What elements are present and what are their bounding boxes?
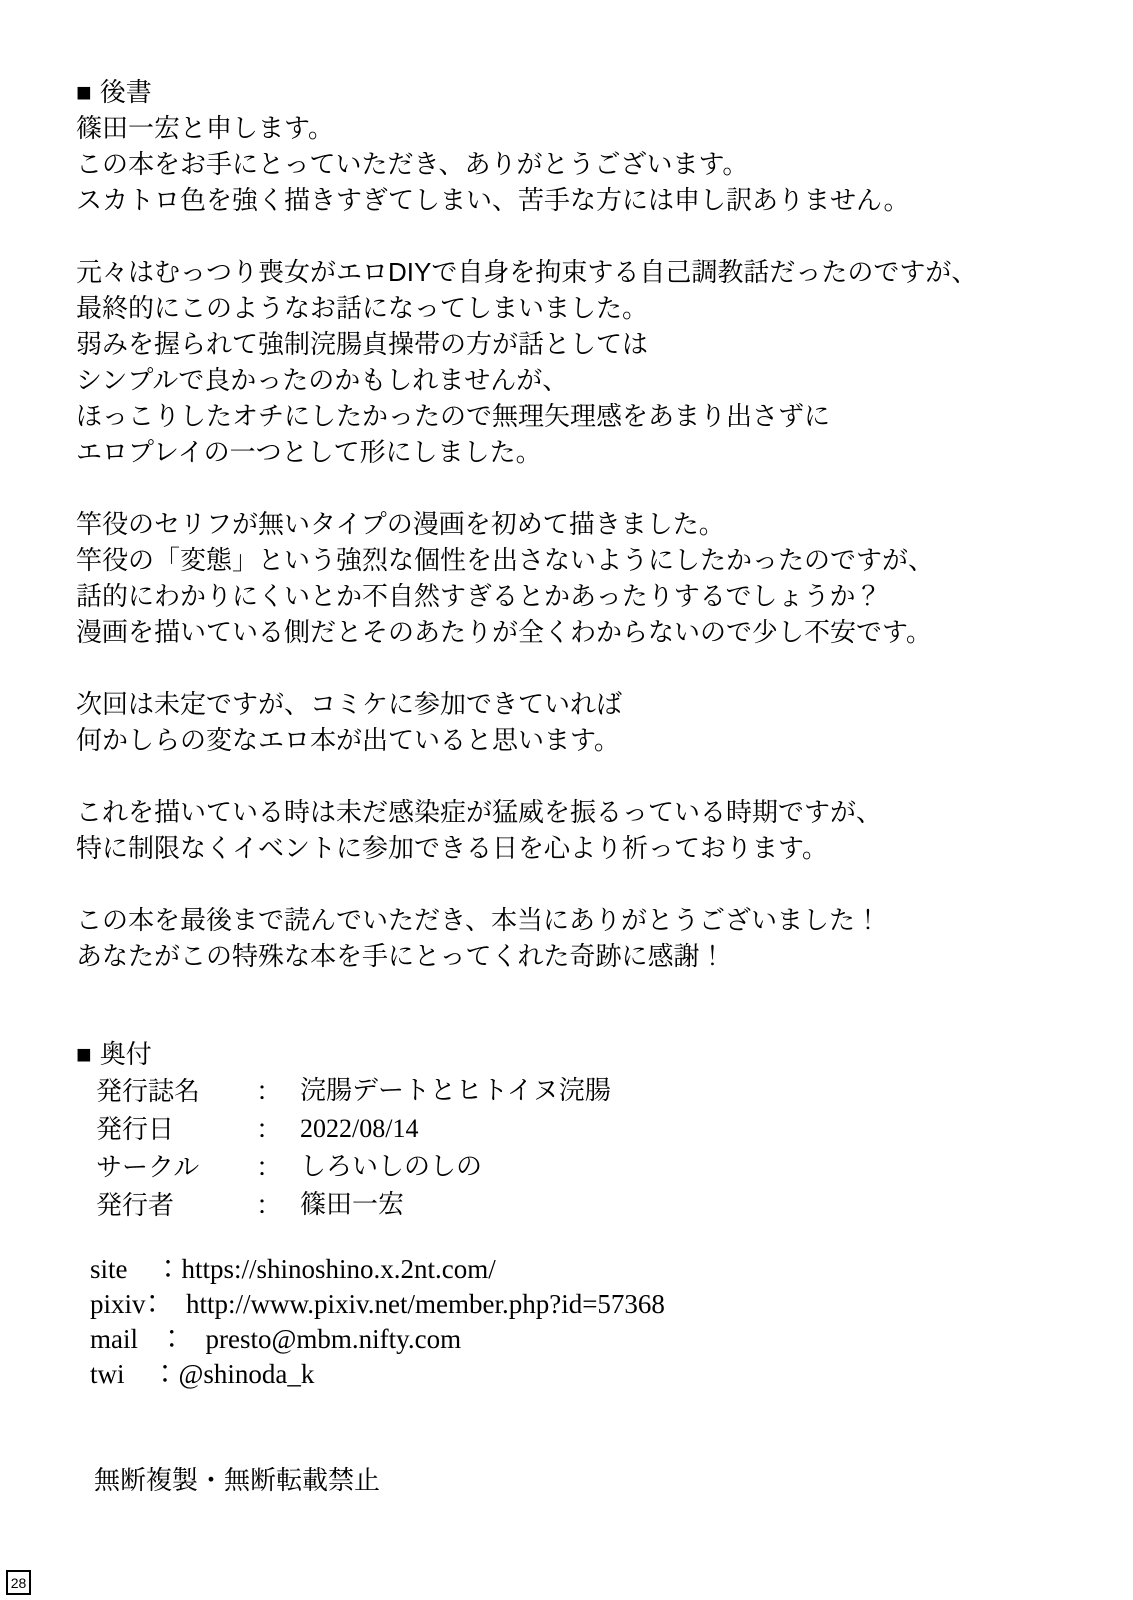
colophon-rows [76,1072,1093,1224]
body-line: 特に制限なくイベントに参加できる日を心より祈っております。 [76,833,828,863]
body-line: 竿役のセリフが無いタイプの漫画を初めて描きました。 [76,509,725,539]
colophon-value: 2022/08/14 [300,1114,419,1143]
afterword-paragraph-1 [76,110,1093,218]
afterword-paragraph-6 [76,902,1093,974]
colophon-value: しろいしのしの [300,1152,483,1181]
colophon-row-publication [96,1072,1093,1110]
body-line: あなたがこの特殊な本を手にとってくれた奇跡に感謝！ [76,941,726,971]
body-line: この本を最後まで読んでいただき、本当にありがとうございました！ [76,905,881,935]
black-square-icon: ■ [76,1039,92,1069]
body-line: この本をお手にとっていただき、ありがとうございます。 [76,149,749,179]
colophon-value: 篠田一宏 [300,1190,405,1219]
copyright-notice: 無断複製・無断転載禁止 [94,1465,381,1495]
body-line: 竿役の「変態」という強烈な個性を出さないようにしたかったのですが、 [76,545,935,575]
afterword-heading [76,74,1093,110]
colophon-label: 発行者 [96,1190,175,1220]
body-line: 話的にわかりにくいとか不自然すぎるとかあったりするでしょうか？ [76,581,882,611]
colophon-label: サークル [96,1152,200,1182]
afterword-paragraph-3 [76,506,1093,650]
colophon-label: 発行日 [96,1114,175,1144]
body-line: 何かしらの変なエロ本が出ていると思います。 [76,725,620,755]
body-line: 最終的にこのようなお話になってしまいました。 [76,293,649,323]
colophon-value: 浣腸デートとヒトイヌ浣腸 [300,1076,611,1105]
colophon-colon: ： [256,1152,283,1182]
body-line: 元々はむっつり喪女がエロDIYで自身を拘束する自己調教話だったのですが、 [76,257,978,287]
colophon-heading [76,1036,1093,1072]
body-line: ほっこりしたオチにしたかったので無理矢理感をあまり出さずに [76,401,831,431]
colophon-row-publisher [96,1186,1093,1224]
colophon-row-date [96,1110,1093,1148]
page-number-badge: 28 [6,1570,31,1595]
colophon-colon: ： [256,1114,283,1144]
body-line: これを描いている時は未だ感染症が猛威を振るっている時期ですが、 [76,797,883,827]
colophon-title: 奥付 [99,1039,152,1069]
pixiv-link-line: pixiv： http://www.pixiv.net/member.php?id=57368 [90,1289,665,1319]
body-line: 漫画を描いている側だとそのあたりが全くわからないので少し不安です。 [76,617,932,647]
colophon-section [76,1036,1093,1498]
black-square-icon: ■ [76,77,92,107]
contact-links [76,1252,1093,1392]
site-link-line: site ：https://shinoshino.x.2nt.com/ [90,1254,496,1284]
twitter-link-line: twi ：@shinoda_k [90,1359,315,1389]
afterword-paragraph-4 [76,686,1093,758]
body-line: スカトロ色を強く描きすぎてしまい、苦手な方には申し訳ありません。 [76,185,910,215]
body-line: 次回は未定ですが、コミケに参加できていれば [76,689,623,719]
body-line: エロプレイの一つとして形にしました。 [76,437,542,467]
colophon-label: 発行誌名 [96,1076,201,1106]
colophon-colon: ： [256,1190,283,1220]
colophon-row-circle [96,1148,1093,1186]
body-line: 弱みを握られて強制浣腸貞操帯の方が話としては [76,329,649,359]
body-line: 篠田一宏と申します。 [76,113,334,143]
afterword-title: 後書 [99,77,152,107]
afterword-paragraph-5 [76,794,1093,866]
afterword-paragraph-2 [76,254,1093,470]
mail-link-line: mail ： presto@mbm.nifty.com [90,1324,462,1354]
body-line: シンプルで良かったのかもしれませんが、 [76,365,569,395]
colophon-colon: ： [256,1076,283,1106]
